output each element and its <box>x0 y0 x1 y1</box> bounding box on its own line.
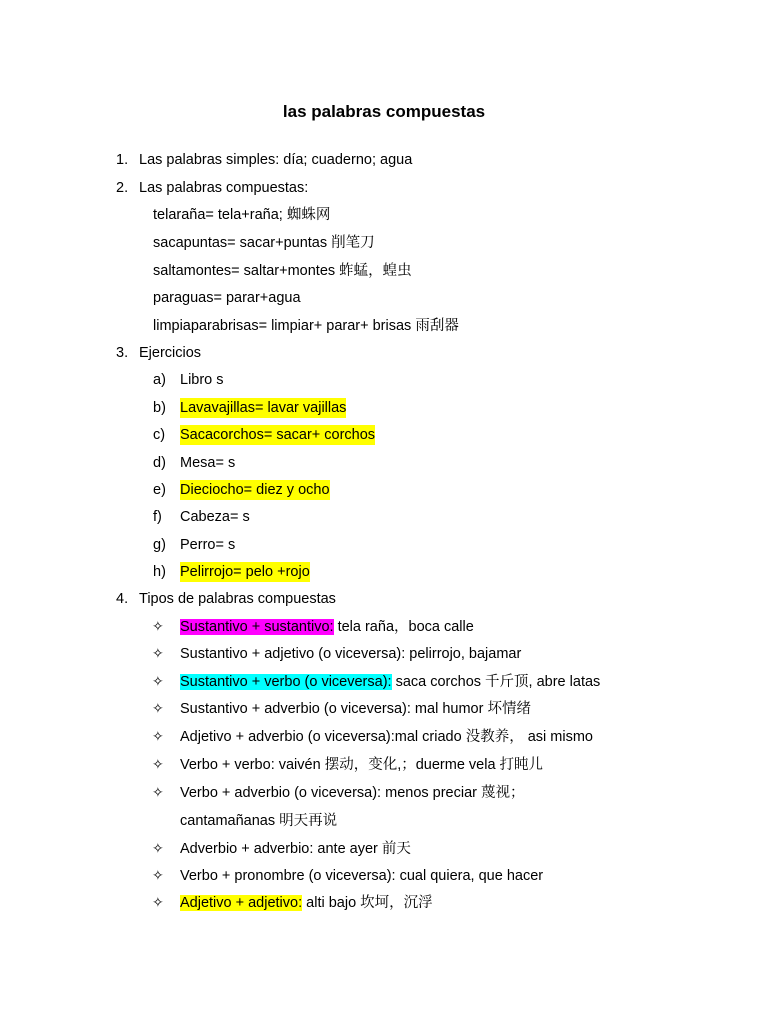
star-bullet-icon: ✧ <box>152 757 164 773</box>
type-text: Verbo + pronombre (o viceversa): cual quiera, que hacer <box>180 868 544 884</box>
star-bullet-icon: ✧ <box>152 868 164 884</box>
type-text: Verbo + verbo: vaivén 摆动，变化,；duerme vela 打盹儿 <box>180 757 544 773</box>
type-label-highlighted: Sustantivo + sustantivo: <box>180 619 334 635</box>
exercise-letter: c) <box>153 427 166 443</box>
exercise-text: Mesa= s <box>180 455 236 471</box>
type-examples: alti bajo 坎坷，沉浮 <box>302 895 433 911</box>
list-number: 2. <box>116 180 129 196</box>
compound-example-text: telaraña= tela+raña; 蜘蛛网 <box>153 207 331 223</box>
exercise-letter: a) <box>153 372 166 388</box>
type-text: Sustantivo + adjetivo (o viceversa): pelirrojo, bajamar <box>180 646 522 662</box>
list-item-text: Ejercicios <box>139 345 202 361</box>
list-number: 1. <box>116 152 129 168</box>
exercise-letter: f) <box>153 509 162 525</box>
compound-example-text: saltamontes= saltar+montes 蚱蜢，蝗虫 <box>153 263 412 279</box>
star-bullet-icon: ✧ <box>152 701 164 717</box>
exercise-text-highlighted: Dieciocho= diez y ocho <box>180 482 330 498</box>
exercise-letter: b) <box>153 400 166 416</box>
type-text <box>180 672 600 692</box>
list-item-text: Tipos de palabras compuestas <box>139 591 336 607</box>
star-bullet-icon: ✧ <box>152 895 164 911</box>
type-text <box>180 617 474 637</box>
exercise-letter: h) <box>153 564 166 580</box>
type-label-highlighted: Adjetivo + adjetivo: <box>180 895 303 911</box>
exercise-text: Libro s <box>180 372 224 388</box>
exercise-text-highlighted: Pelirrojo= pelo +rojo <box>180 564 310 580</box>
star-bullet-icon: ✧ <box>152 646 164 662</box>
star-bullet-icon: ✧ <box>152 785 164 801</box>
type-examples: tela raña，boca calle <box>333 619 474 635</box>
type-text: Verbo + adverbio (o viceversa): menos preciar 蔑视； <box>180 785 525 801</box>
type-text: Adverbio + adverbio: ante ayer 前天 <box>180 841 411 857</box>
exercise-letter: g) <box>153 537 166 553</box>
type-text: Adjetivo + adverbio (o viceversa):mal criado 没教养， asi mismo <box>180 729 593 745</box>
exercise-text-highlighted: Lavavajillas= lavar vajillas <box>180 400 347 416</box>
list-item-text: Las palabras simples: día; cuaderno; agua <box>139 152 413 168</box>
compound-example-text: paraguas= parar+agua <box>153 290 301 306</box>
compound-example-text: limpiaparabrisas= limpiar+ parar+ brisas 雨刮器 <box>153 318 459 334</box>
exercise-text: Cabeza= s <box>180 509 250 525</box>
type-text: Sustantivo + adverbio (o viceversa): mal humor 坏情绪 <box>180 701 531 717</box>
star-bullet-icon: ✧ <box>152 841 164 857</box>
exercise-text: Perro= s <box>180 537 236 553</box>
type-text: cantamañanas 明天再说 <box>180 813 338 829</box>
type-label-highlighted: Sustantivo + verbo (o viceversa): <box>180 674 392 690</box>
page-title: las palabras compuestas <box>282 102 486 121</box>
star-bullet-icon: ✧ <box>152 674 164 690</box>
list-number: 3. <box>116 345 129 361</box>
list-item-text: Las palabras compuestas: <box>139 180 309 196</box>
type-examples: saca corchos 千斤顶, abre latas <box>391 674 601 690</box>
exercise-letter: e) <box>153 482 166 498</box>
list-number: 4. <box>116 591 129 607</box>
star-bullet-icon: ✧ <box>152 729 164 745</box>
star-bullet-icon: ✧ <box>152 619 164 635</box>
exercise-text-highlighted: Sacacorchos= sacar+ corchos <box>180 427 376 443</box>
exercise-letter: d) <box>153 455 166 471</box>
compound-example-text: sacapuntas= sacar+puntas 削笔刀 <box>153 235 375 251</box>
type-text <box>180 893 433 913</box>
